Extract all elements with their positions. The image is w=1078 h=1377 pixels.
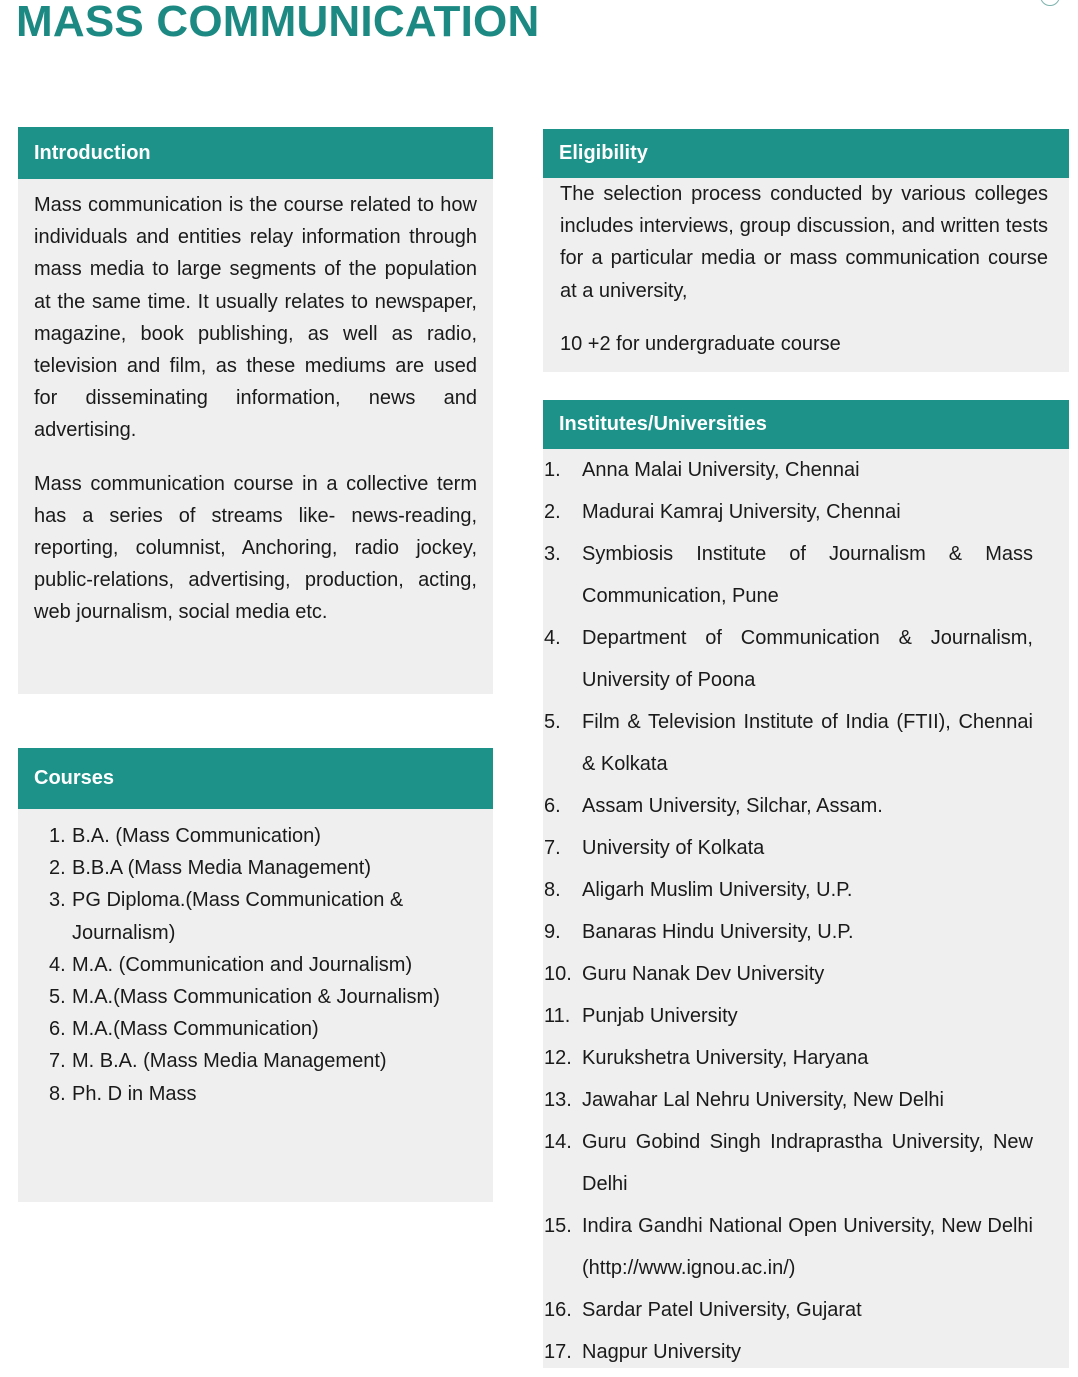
institute-item-number: 6. [544,795,561,817]
institute-item-text: Punjab University [582,1005,738,1027]
institute-item-text: Sardar Patel University, Gujarat [582,1299,862,1321]
institute-item-number: 17. [544,1341,572,1363]
institutes-heading: Institutes/Universities [543,400,1069,449]
course-item [49,820,473,852]
course-item [49,852,473,884]
institute-item [544,995,1033,1037]
institute-item-text: Madurai Kamraj University, Chennai [582,501,901,523]
institute-item-text: Film & Television Institute of India (FTII), Chennai & Kolkata [582,711,1033,775]
institute-item [544,533,1033,617]
institute-item-number: 14. [544,1131,572,1153]
institute-item-number: 1. [544,459,561,481]
institute-item [544,1121,1033,1205]
institutes-section [543,400,1069,1368]
institute-item [544,1079,1033,1121]
institute-item-number: 4. [544,627,561,649]
introduction-paragraph: Mass communication is the course related to how individuals and entities relay information through mass media to large segments of the population at the same time. It usually relates to newspaper, magazine, book publishing, as well as radio, television and film, as these mediums are used for disseminating information, news and advertising. [34,194,477,442]
course-item-text: PG Diploma.(Mass Communication & Journalism) [72,889,404,944]
institute-item-text: Kurukshetra University, Haryana [582,1047,869,1069]
course-item-text: B.B.A (Mass Media Management) [72,857,372,880]
institute-item-number: 15. [544,1215,572,1237]
course-item-text: M.A.(Mass Communication) [72,1018,319,1041]
institute-item-number: 7. [544,837,561,859]
course-item-text: M. B.A. (Mass Media Management) [72,1050,387,1073]
course-item [49,981,473,1013]
institute-item-text: Assam University, Silchar, Assam. [582,795,883,817]
institute-item [544,617,1033,701]
institute-item-text: Anna Malai University, Chennai [582,459,860,481]
courses-heading: Courses [18,748,493,809]
course-item-number: 4. [49,953,66,976]
institute-item-number: 11. [544,1005,571,1027]
course-item-number: 2. [49,857,66,880]
introduction-section [18,127,493,694]
course-item [49,1078,473,1110]
course-item [49,1013,473,1045]
course-item-text: Ph. D in Mass [72,1082,197,1105]
course-item-number: 5. [49,986,66,1009]
institute-item [544,491,1033,533]
course-item-number: 1. [49,825,66,847]
institute-item-text: Guru Nanak Dev University [582,963,825,985]
institute-item-number: 2. [544,501,561,523]
institute-item [544,701,1033,785]
institute-item-text: Aligarh Muslim University, U.P. [582,879,853,901]
course-item-number: 6. [49,1018,66,1041]
courses-list [18,809,493,1110]
introduction-paragraph: Mass communication course in a collective term has a series of streams like- news-reading, reporting, columnist, Anchoring, radio jockey, public-relations, advertising, production, acting, web journalism, social media etc. [34,472,477,624]
institute-item [544,785,1033,827]
institute-item-number: 12. [544,1047,572,1069]
institute-item-number: 5. [544,711,561,733]
course-item-number: 7. [49,1050,66,1073]
institute-item-number: 10. [544,963,572,985]
eligibility-paragraph: 10 +2 for undergraduate course [560,332,841,355]
course-item [49,1045,473,1077]
eligibility-section [543,129,1069,372]
courses-section [18,748,493,1202]
institute-item-number: 8. [544,879,561,901]
circle-icon [1040,0,1060,6]
course-item-text: M.A.(Mass Communication & Journalism) [72,986,440,1009]
institute-item-number: 16. [544,1299,572,1321]
course-item [49,949,473,981]
institute-item-number: 13. [544,1089,572,1111]
institute-item-text: Symbiosis Institute of Journalism & Mass Communication, Pune [582,543,1033,607]
institute-item [544,1037,1033,1079]
course-item-number: 3. [49,889,66,912]
course-item-text: M.A. (Communication and Journalism) [72,953,413,976]
institute-item [544,1289,1033,1331]
institute-item [544,827,1033,869]
institute-item [544,911,1033,953]
course-item-text: B.A. (Mass Communication) [72,825,321,847]
institute-item-text: Jawahar Lal Nehru University, New Delhi [582,1089,944,1111]
institute-item [544,1205,1033,1289]
eligibility-paragraph: The selection process conducted by various colleges includes interviews, group discussion, and written tests for a particular media or mass communication course at a university, [560,183,1048,302]
institute-item-number: 9. [544,921,561,943]
institute-item [544,1331,1033,1373]
institute-item-number: 3. [544,543,561,565]
institutes-list [543,449,1069,1373]
institute-item [544,953,1033,995]
introduction-heading: Introduction [18,127,493,179]
institute-item-text: University of Kolkata [582,837,765,859]
institute-item-text: Department of Communication & Journalism, University of Poona [582,627,1033,691]
institute-item-text: Indira Gandhi National Open University, New Delhi (http://www.ignou.ac.in/) [582,1215,1033,1279]
course-item [49,884,473,948]
institute-item-text: Guru Gobind Singh Indraprastha University, New Delhi [582,1131,1033,1195]
page-title: MASS COMMUNICATION [16,0,540,46]
institute-item [544,869,1033,911]
eligibility-heading: Eligibility [543,129,1069,178]
course-item-number: 8. [49,1082,66,1105]
institute-item [544,449,1033,491]
institute-item-text: Banaras Hindu University, U.P. [582,921,854,943]
institute-item-text: Nagpur University [582,1341,741,1363]
